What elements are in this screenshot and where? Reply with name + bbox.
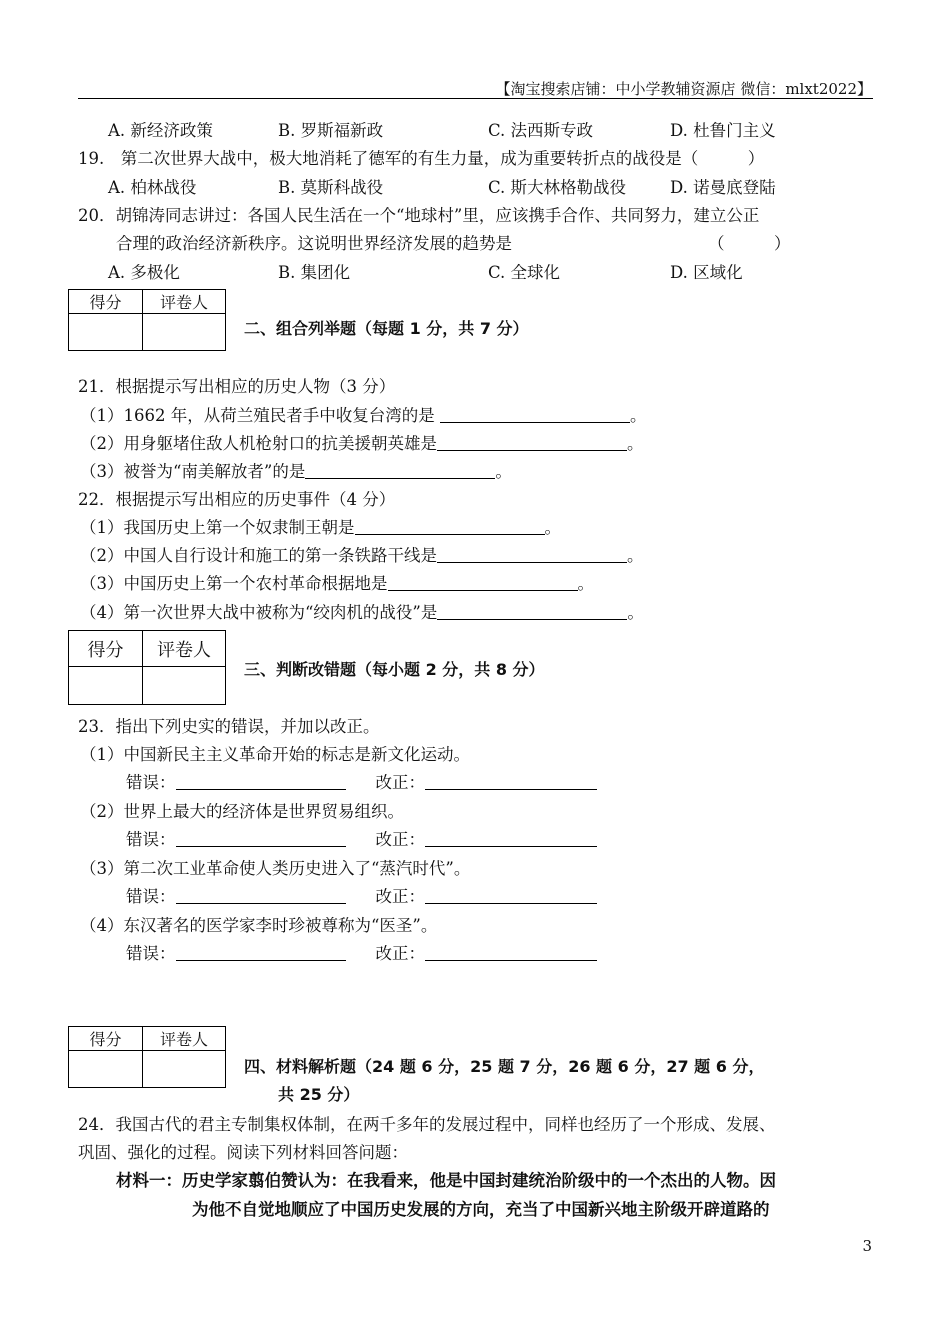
- fix-blank[interactable]: [425, 944, 597, 962]
- q21-item-3: （3）被誉为“南美解放者”的是 。: [80, 462, 512, 481]
- error-blank[interactable]: [176, 887, 346, 905]
- grader-label: 评卷人: [143, 631, 226, 667]
- fix-blank[interactable]: [425, 887, 597, 905]
- answer-blank[interactable]: [305, 462, 495, 480]
- grader-label: 评卷人: [143, 290, 226, 314]
- q18-option-d: D. 杜鲁门主义: [670, 121, 776, 140]
- q23-item-4: （4）东汉著名的医学家李时珍被尊称为“医圣”。: [80, 916, 438, 935]
- q20-stem-line2: 合理的政治经济新秩序。这说明世界经济发展的趋势是: [116, 234, 512, 253]
- page-number: 3: [862, 1237, 872, 1255]
- error-blank[interactable]: [176, 773, 346, 791]
- score-cell[interactable]: [69, 1051, 143, 1088]
- score-label: 得分: [69, 1027, 143, 1051]
- grader-cell[interactable]: [143, 667, 226, 705]
- answer-blank[interactable]: [440, 406, 630, 424]
- answer-blank[interactable]: [355, 518, 545, 536]
- q21-item-2: （2）用身躯堵住敌人机枪射口的抗美援朝英雄是 。: [80, 434, 644, 453]
- q18-option-a: A. 新经济政策: [108, 121, 213, 140]
- q18-option-b: B. 罗斯福新政: [278, 121, 384, 140]
- header-rule: [78, 98, 873, 99]
- answer-blank[interactable]: [437, 434, 627, 452]
- q22-item-4: （4）第一次世界大战中被称为“绞肉机的战役”是 。: [80, 603, 644, 622]
- score-cell[interactable]: [69, 314, 143, 351]
- q22-item-1: （1）我国历史上第一个奴隶制王朝是 。: [80, 518, 561, 537]
- answer-blank[interactable]: [437, 546, 627, 564]
- section-4-title-line1: 四、材料解析题（24 题 6 分，25 题 7 分，26 题 6 分，27 题 6 分，: [244, 1057, 765, 1076]
- q18-option-c: C. 法西斯专政: [488, 121, 594, 140]
- error-blank[interactable]: [176, 830, 346, 848]
- q24-material-line2: 为他不自觉地顺应了中国历史发展的方向，充当了中国新兴地主阶级开辟道路的: [192, 1200, 770, 1219]
- grader-cell[interactable]: [143, 1051, 226, 1088]
- score-box-3: [68, 630, 226, 705]
- q21-item-1: （1）1662 年，从荷兰殖民者手中收复台湾的是 。: [80, 406, 647, 425]
- score-label: 得分: [69, 631, 143, 667]
- page-header: 【淘宝搜索店铺：中小学教辅资源店 微信：mlxt2022】: [495, 80, 872, 98]
- q22-item-3: （3）中国历史上第一个农村革命根据地是 。: [80, 574, 594, 593]
- q23-answer-row-3: 错误： 改正：: [126, 883, 597, 907]
- answer-blank[interactable]: [388, 574, 578, 592]
- score-box-2: [68, 289, 226, 351]
- grader-cell[interactable]: [143, 314, 226, 351]
- q20-option-a: A. 多极化: [108, 263, 180, 282]
- answer-blank[interactable]: [437, 603, 627, 621]
- q20-answer-paren: （ ）: [708, 234, 791, 253]
- q19-option-b: B. 莫斯科战役: [278, 178, 384, 197]
- score-cell[interactable]: [69, 667, 143, 705]
- q21-stem: 21．根据提示写出相应的历史人物（3 分）: [78, 377, 396, 396]
- score-label: 得分: [69, 290, 143, 314]
- q19-option-c: C. 斯大林格勒战役: [488, 178, 627, 197]
- q24-stem-line2: 巩固、强化的过程。阅读下列材料回答问题：: [78, 1143, 408, 1162]
- q20-option-c: C. 全球化: [488, 263, 561, 282]
- q24-material-line1: 材料一：历史学家翦伯赞认为：在我看来，他是中国封建统治阶级中的一个杰出的人物。因: [116, 1171, 776, 1190]
- q20-option-d: D. 区域化: [670, 263, 743, 282]
- q23-stem: 23．指出下列史实的错误，并加以改正。: [78, 717, 380, 736]
- section-4-title-line2: 共 25 分）: [278, 1085, 360, 1104]
- grader-label: 评卷人: [143, 1027, 226, 1051]
- q23-answer-row-2: 错误： 改正：: [126, 826, 597, 850]
- q20-option-b: B. 集团化: [278, 263, 351, 282]
- q22-item-2: （2）中国人自行设计和施工的第一条铁路干线是 。: [80, 546, 644, 565]
- q23-answer-row-4: 错误： 改正：: [126, 940, 597, 964]
- q23-answer-row-1: 错误： 改正：: [126, 769, 597, 793]
- q20-stem-line1: 20．胡锦涛同志讲过：各国人民生活在一个“地球村”里，应该携手合作、共同努力，建立公正: [78, 206, 760, 225]
- score-box-4: [68, 1026, 226, 1088]
- q23-item-2: （2）世界上最大的经济体是世界贸易组织。: [80, 802, 404, 821]
- q24-stem-line1: 24．我国古代的君主专制集权体制，在两千多年的发展过程中，同样也经历了一个形成、发展、: [78, 1115, 776, 1134]
- q22-stem: 22．根据提示写出相应的历史事件（4 分）: [78, 490, 396, 509]
- fix-blank[interactable]: [425, 830, 597, 848]
- error-blank[interactable]: [176, 944, 346, 962]
- fix-blank[interactable]: [425, 773, 597, 791]
- section-2-title: 二、组合列举题（每题 1 分，共 7 分）: [244, 319, 529, 338]
- q19-option-d: D. 诺曼底登陆: [670, 178, 776, 197]
- q19-option-a: A. 柏林战役: [108, 178, 197, 197]
- q19-stem: 19. 第二次世界大战中，极大地消耗了德军的有生力量，成为重要转折点的战役是（ ）: [78, 149, 765, 168]
- section-3-title: 三、判断改错题（每小题 2 分，共 8 分）: [244, 660, 545, 679]
- q23-item-1: （1）中国新民主主义革命开始的标志是新文化运动。: [80, 745, 470, 764]
- q23-item-3: （3）第二次工业革命使人类历史进入了“蒸汽时代”。: [80, 859, 471, 878]
